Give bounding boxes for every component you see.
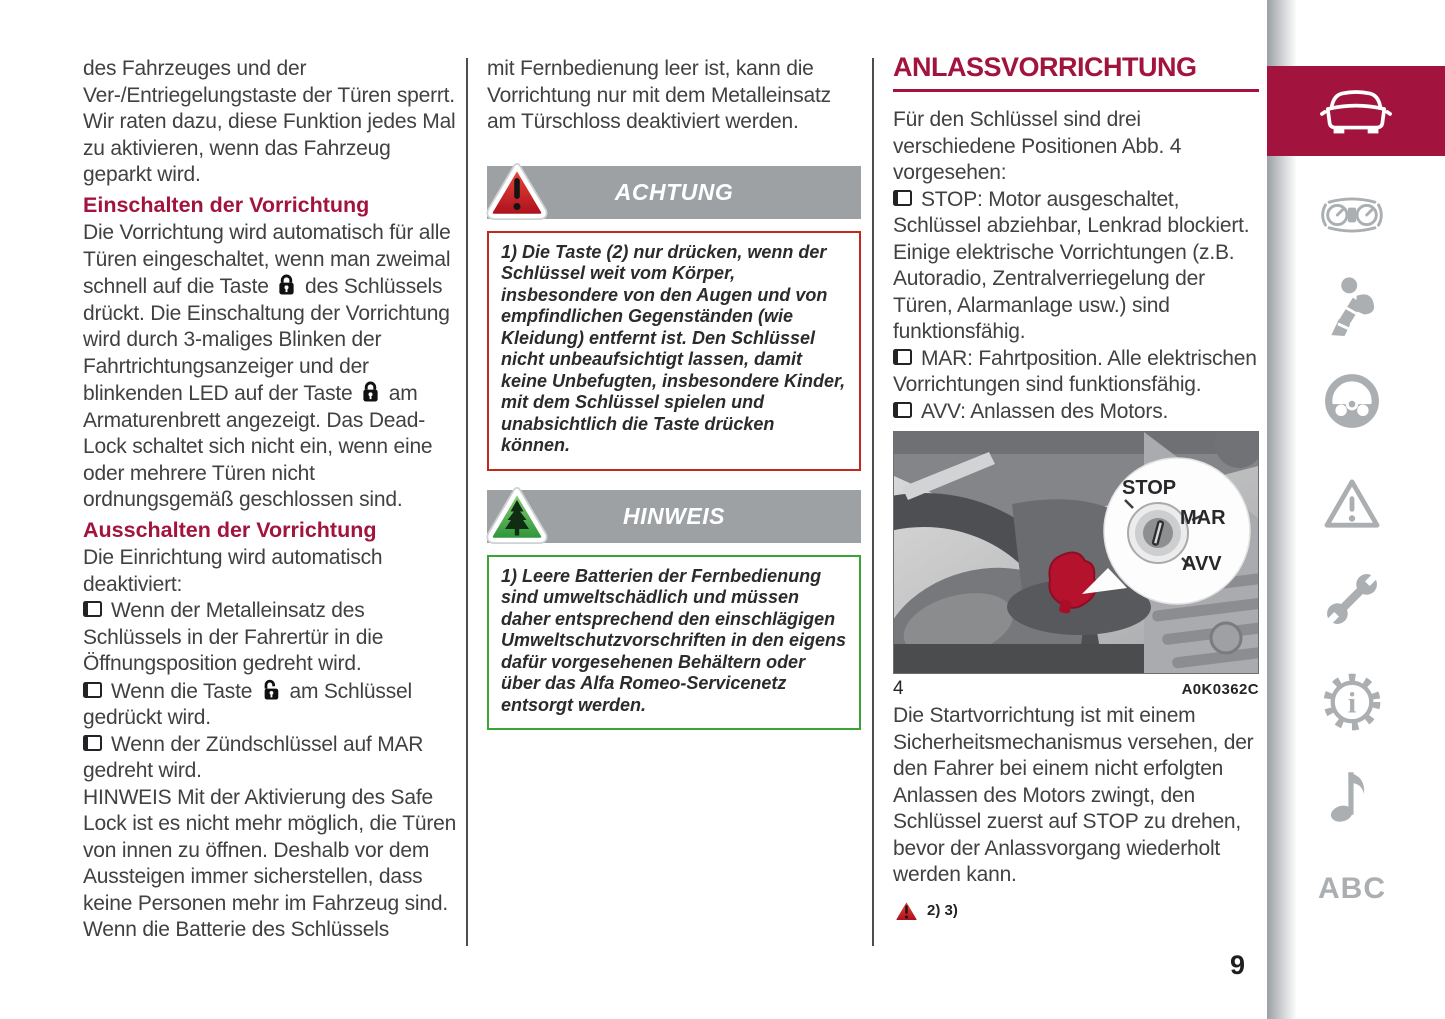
page-number: 9 xyxy=(1230,950,1246,980)
column-divider xyxy=(466,58,468,946)
wrench-icon xyxy=(1321,568,1383,630)
environment-triangle-icon xyxy=(485,483,549,547)
svg-text:i: i xyxy=(1347,686,1357,720)
bullet-metal-insert: Wenn der Metalleinsatz des Schlüssels in der Fahrertür in die Öffnungsposition gedreht wird. xyxy=(83,599,384,675)
sidebar-item-wrench[interactable] xyxy=(1321,568,1383,635)
figure-caption xyxy=(893,678,1259,700)
bullet-mar: Wenn der Zündschlüssel auf MAR gedreht wird. xyxy=(83,732,424,782)
column-divider xyxy=(872,58,874,946)
sidebar-item-instrument-cluster[interactable] xyxy=(1319,195,1385,240)
bullet-avv: AVV: Anlassen des Motors. xyxy=(893,399,1259,426)
square-bullet-icon xyxy=(83,735,102,751)
note-title: HINWEIS xyxy=(623,502,725,529)
lock-closed-icon xyxy=(361,380,380,403)
column-left xyxy=(83,56,457,944)
note-block xyxy=(487,490,861,731)
sidebar-item-steering-wheel[interactable] xyxy=(1323,372,1381,435)
figure-label-avv: AVV xyxy=(1182,553,1222,575)
sidebar-item-airbag[interactable] xyxy=(1322,275,1382,342)
ignition-figure xyxy=(893,431,1259,674)
figure-label-mar: MAR xyxy=(1180,507,1226,529)
warning-block xyxy=(487,166,861,471)
steering-wheel-icon xyxy=(1323,372,1381,430)
paragraph-start-mechanism: Die Startvorrichtung ist mit einem Sicherheitsmechanismus versehen, der den Fahrer bei einem nicht erfolgten Anlassen des Motors zwingt, den Schlüssel zuerst auf STOP zu drehen, bevor der Anlassvorgang wiederholt werden kann. xyxy=(893,704,1254,886)
warning-text-box: 1) Die Taste (2) nur drücken, wenn der Schlüssel weit vom Körper, insbesondere von den Augen und von empfindlichen Gegenständen (wie Kleidung) entfernt ist. Den Schlüssel nicht unbeaufsichtigt lassen, damit keine Unbefugten, insbesondere Kinder, mit dem Schlüssel spielen und unabsichtlich die Taste drücken können. xyxy=(487,231,861,471)
heading-einschalten: Einschalten der Vorrichtung xyxy=(83,192,370,217)
sidebar-item-info[interactable] xyxy=(1322,672,1382,737)
paragraph-deactivation: Die Einrichtung wird automatisch deaktiviert: xyxy=(83,546,383,596)
lock-closed-icon xyxy=(277,273,296,296)
bullet-stop: STOP: Motor ausgeschaltet, Schlüssel abziehbar, Lenkrad blockiert. Einige elektrische Vorrichtungen (z.B. Autoradio, Zentralverriegelung der Türen, Alarmanlage usw.) sind funktionsfähig. xyxy=(893,187,1250,343)
paragraph-safelock-note: HINWEIS Mit der Aktivierung des Safe Lock ist es nicht mehr möglich, die Türen von innen zu öffnen. Deshalb vor dem Aussteigen immer sicherstellen, dass keine Personen mehr im Fahrzeug sind. Wenn die Batterie des Schlüssels xyxy=(83,785,457,941)
sidebar-item-warning[interactable] xyxy=(1323,478,1381,535)
warning-triangle-small-icon xyxy=(893,898,920,923)
music-note-icon xyxy=(1329,765,1375,823)
sidebar-item-audio[interactable] xyxy=(1329,765,1375,828)
figure-number: 4 xyxy=(893,678,904,699)
info-gear-icon xyxy=(1322,672,1382,732)
airbag-icon xyxy=(1322,275,1382,337)
note-header-band xyxy=(487,490,861,543)
square-bullet-icon xyxy=(83,682,102,698)
square-bullet-icon xyxy=(893,349,912,365)
figure-label-stop: STOP xyxy=(1122,477,1177,499)
warning-header-band xyxy=(487,166,861,219)
paragraph-activation: Die Vorrichtung wird automatisch für alle Türen eingeschaltet, wenn man zweimal schnell auf die Taste des Schlüssels drückt. Die Einschaltung der Vorrichtung wird durch 3-maliges Blinken der Fahrtrichtungsanzeiger und der blinkenden LED auf der Taste am Armaturenbrett angezeigt. Das Dead-Lock schaltet sich nicht ein, wenn eine oder mehrere Türen nicht ordnungsgemäß geschlossen sind. xyxy=(83,221,451,511)
warning-triangle-gray-icon xyxy=(1323,478,1381,530)
paragraph-key-positions: Für den Schlüssel sind drei verschiedene Positionen Abb. 4 vorgesehen: xyxy=(893,108,1182,184)
figure-code: A0K0362C xyxy=(1181,681,1259,698)
footnote-reference xyxy=(893,898,1259,923)
sidebar-item-abc[interactable] xyxy=(1318,872,1386,906)
title-rule xyxy=(893,89,1259,92)
square-bullet-icon xyxy=(893,190,912,206)
column-middle xyxy=(487,56,861,730)
bullet-mar-position: MAR: Fahrtposition. Alle elektrischen Vorrichtungen sind funktionsfähig. xyxy=(893,346,1257,396)
paragraph-doorlock: des Fahrzeuges und der Ver-/Entriegelungstaste der Türen sperrt. Wir raten dazu, diese Funktion jedes Mal zu aktivieren, wenn das Fahrzeug geparkt wird. xyxy=(83,57,456,186)
paragraph-remote-battery: mit Fernbedienung leer ist, kann die Vorrichtung nur mit dem Metalleinsatz am Türschloss deaktiviert werden. xyxy=(487,57,831,133)
column-right xyxy=(893,52,1259,923)
sidebar-item-car[interactable] xyxy=(1267,66,1445,156)
abc-label: ABC xyxy=(1318,872,1386,905)
section-title: ANLASSVORRICHTUNG xyxy=(893,52,1197,82)
ignition-photo-illustration xyxy=(894,432,1258,673)
car-icon xyxy=(1319,86,1393,136)
instrument-cluster-icon xyxy=(1319,195,1385,235)
square-bullet-icon xyxy=(83,601,102,617)
bullet-unlock-button: Wenn die Taste am Schlüssel gedrückt wird. xyxy=(83,679,412,729)
warning-title: ACHTUNG xyxy=(614,178,734,205)
warning-triangle-icon xyxy=(485,159,549,223)
note-text-box: 1) Leere Batterien der Fernbedienung sind umweltschädlich und müssen daher entsprechend den einschlägigen Umweltschutzvorschriften in den eigens dafür vorgesehenen Behältern oder über das Alfa Romeo-Servicenetz entsorgt werden. xyxy=(487,555,861,731)
square-bullet-icon xyxy=(893,402,912,418)
lock-open-icon xyxy=(261,678,281,701)
heading-ausschalten: Ausschalten der Vorrichtung xyxy=(83,517,377,542)
footnote-numbers: 2) 3) xyxy=(927,901,958,919)
